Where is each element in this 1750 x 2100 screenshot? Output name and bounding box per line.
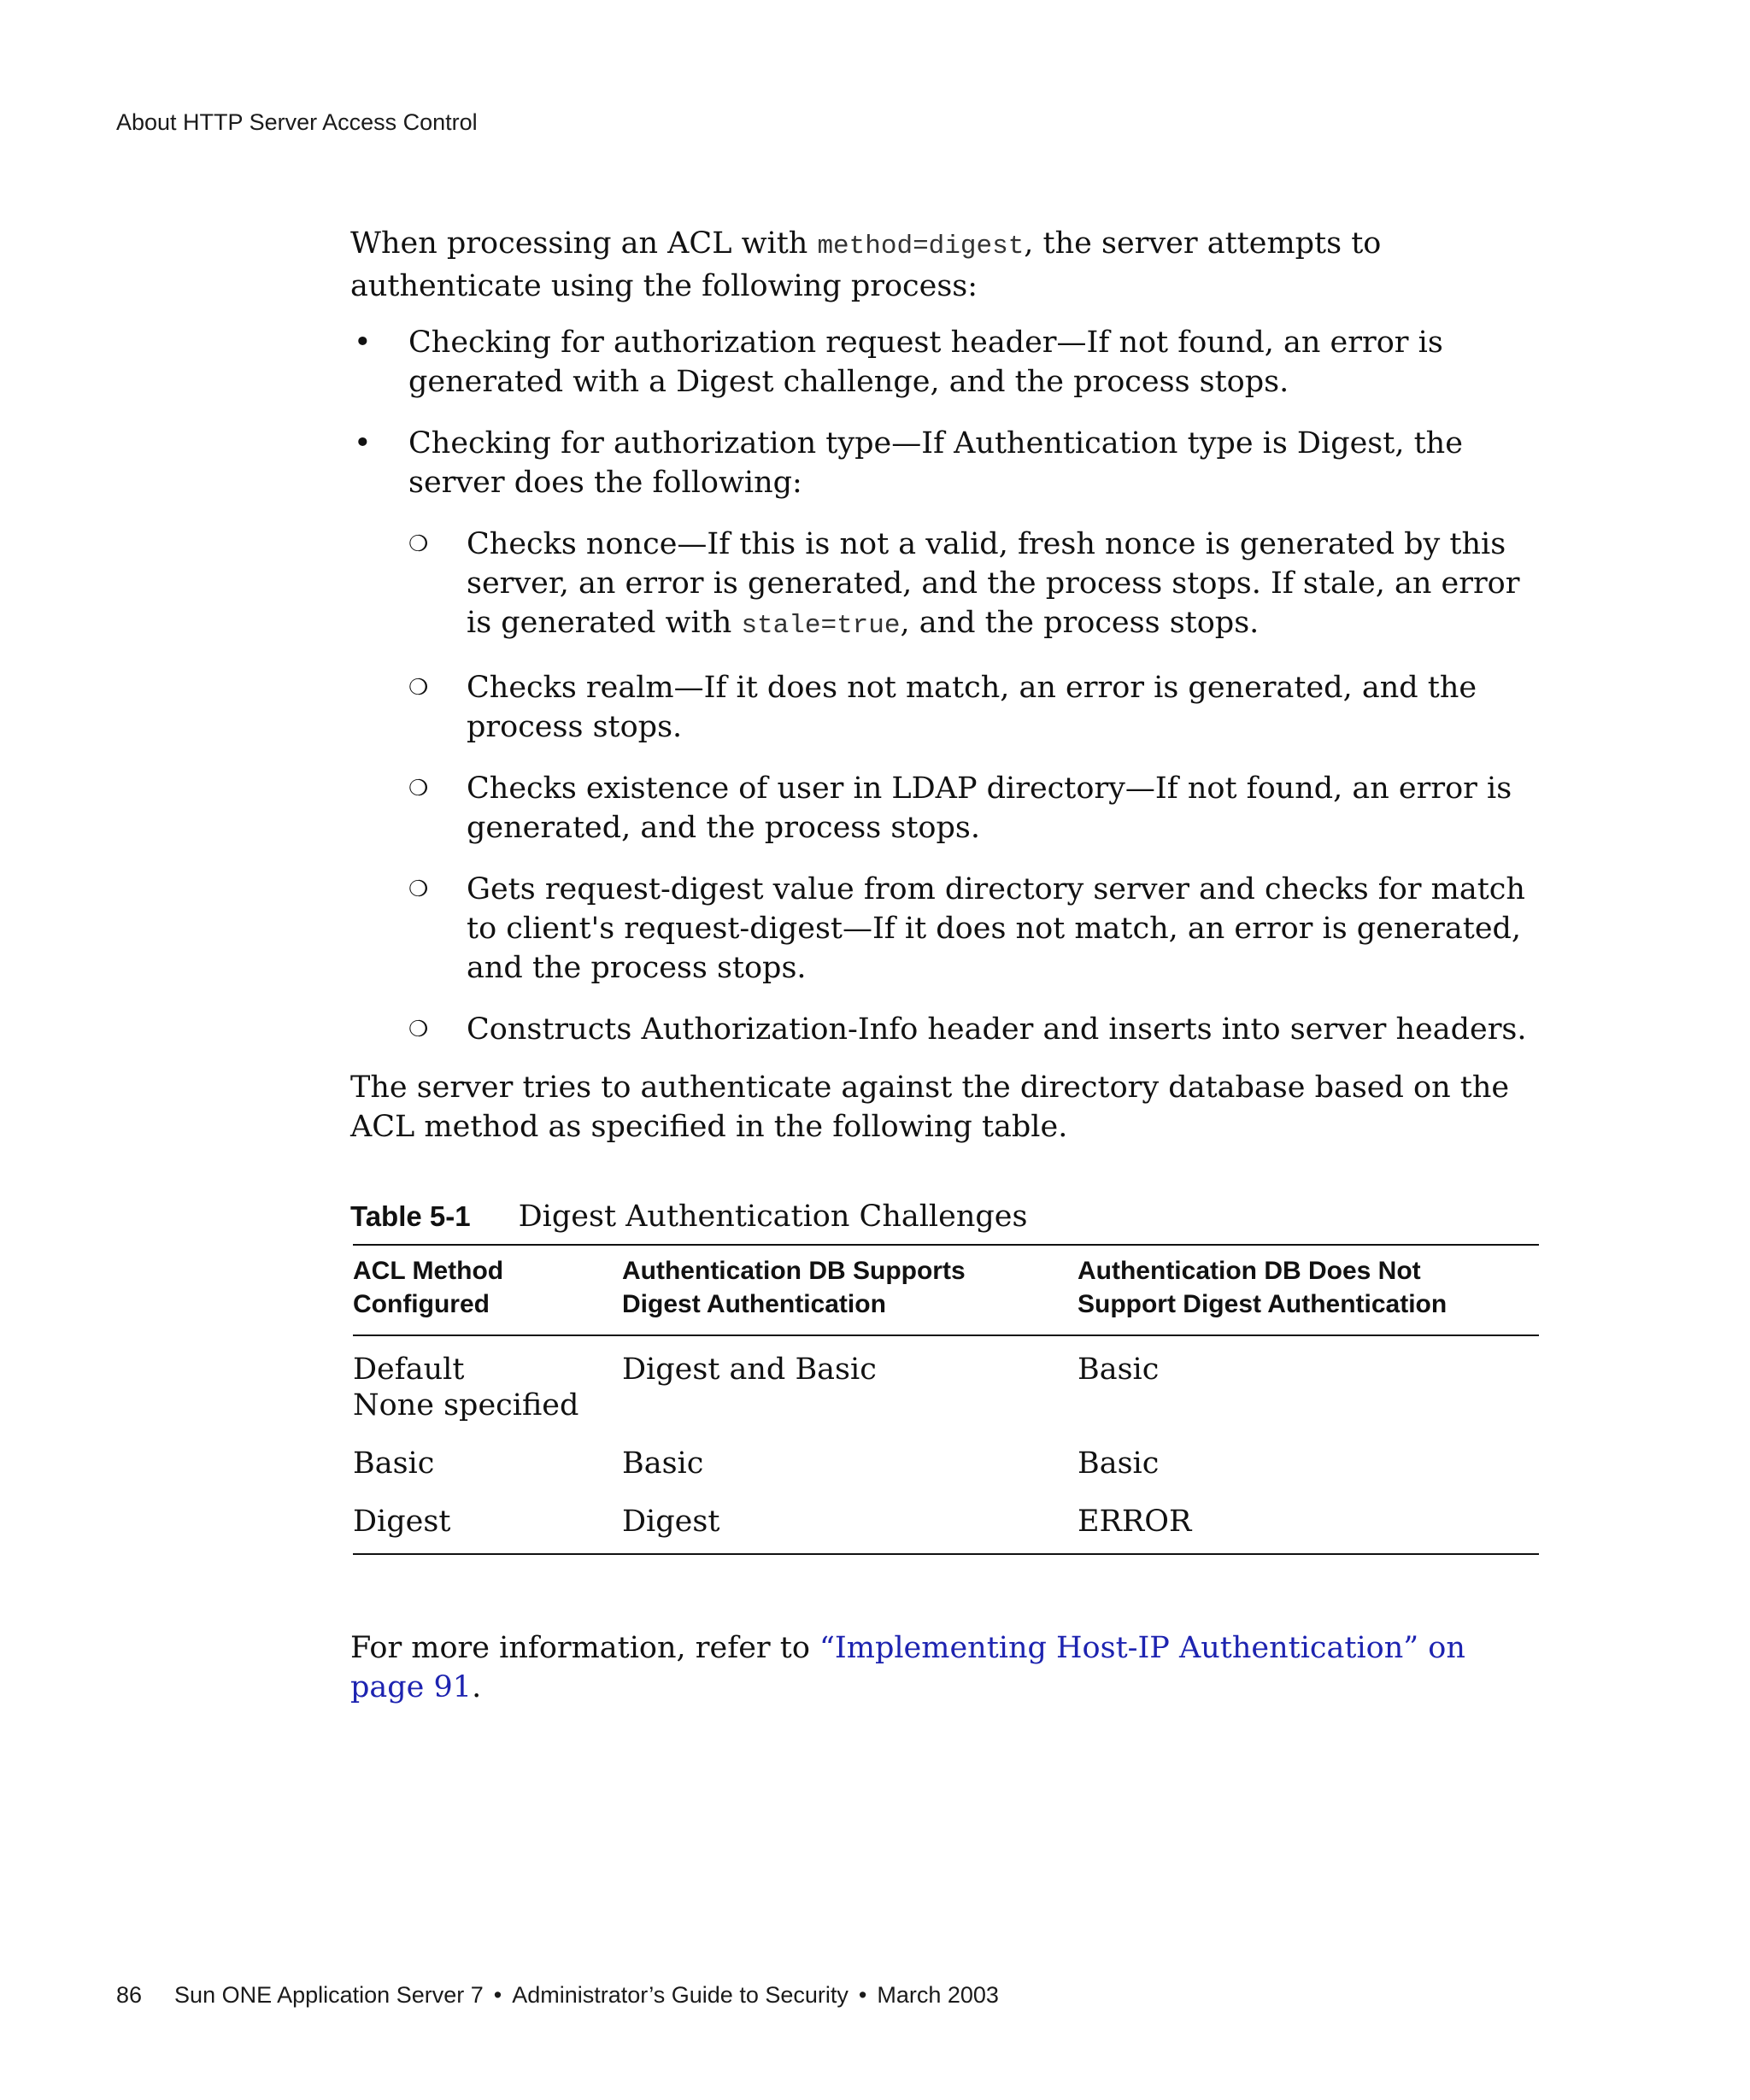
- table-cell: Basic: [1078, 1446, 1160, 1481]
- sub-item-text: Checks realm—If it does not match, an error is generated, and the process stops.: [467, 671, 1477, 744]
- page-number: 86: [116, 1982, 143, 2008]
- sub-list: [408, 525, 1542, 1049]
- column-header-line: ACL Method: [353, 1257, 504, 1285]
- table-intro-paragraph: The server tries to authenticate against the directory database based on the ACL method as specified in the following table.: [350, 1071, 1510, 1144]
- table-title: Digest Authentication Challenges: [518, 1200, 1028, 1234]
- sub-item-text: Gets request-digest value from directory server and checks for match to client's request-digest—If it does not match, an error is generated, and the process stops.: [467, 872, 1525, 985]
- intro-paragraph: [350, 224, 1542, 306]
- table-row: [353, 1430, 1539, 1488]
- more-info-paragraph: [350, 1628, 1542, 1707]
- column-header: [1078, 1245, 1539, 1335]
- column-header-line: Digest Authentication: [622, 1290, 886, 1318]
- sub-item-text-b: , and the process stops.: [900, 606, 1260, 640]
- table-cell: Basic: [1078, 1352, 1160, 1387]
- sub-item-code: stale=true: [741, 611, 901, 641]
- table-cell: Digest and Basic: [622, 1352, 877, 1387]
- footer-separator: •: [858, 1982, 867, 2008]
- bullet-icon: •: [354, 426, 372, 460]
- footer-separator: •: [493, 1982, 502, 2008]
- table-number: Table 5-1: [350, 1200, 471, 1232]
- cross-reference-link[interactable]: “Implementing Host-IP Authentication” on page 91: [350, 1631, 1465, 1704]
- footer-product: Sun ONE Application Server 7: [174, 1982, 484, 2008]
- intro-text-a: When processing an ACL with: [350, 226, 818, 261]
- sub-list-item: [408, 769, 1542, 848]
- column-header: [353, 1245, 622, 1335]
- bullet-text: Checking for authorization type—If Authentication type is Digest, the server does the following:: [408, 426, 1463, 500]
- table-row: [353, 1488, 1539, 1554]
- digest-challenges-table: [353, 1244, 1539, 1555]
- column-header-line: Authentication DB Does Not: [1078, 1257, 1421, 1285]
- ring-bullet-icon: ❍: [408, 531, 429, 557]
- column-header: [622, 1245, 1078, 1335]
- ring-bullet-icon: ❍: [408, 877, 429, 902]
- sub-list-item: [408, 525, 1542, 646]
- intro-text-b: , the server attempts to authenticate using the following process:: [350, 226, 1382, 303]
- ring-bullet-icon: ❍: [408, 776, 429, 801]
- table-cell: Basic: [622, 1446, 704, 1481]
- more-info-period: .: [472, 1670, 482, 1704]
- list-item: [350, 424, 1542, 1049]
- table-cell: Digest: [353, 1488, 622, 1554]
- sub-list-item: [408, 1010, 1542, 1049]
- table-cell: Basic: [353, 1446, 435, 1481]
- footer-guide: Administrator’s Guide to Security: [512, 1982, 849, 2008]
- running-header: About HTTP Server Access Control: [116, 109, 478, 135]
- bullet-icon: •: [354, 326, 372, 360]
- intro-code: method=digest: [817, 232, 1025, 261]
- ring-bullet-icon: ❍: [408, 1017, 429, 1042]
- column-header-line: Authentication DB Supports: [622, 1257, 966, 1285]
- table-row: [353, 1335, 1539, 1430]
- sub-list-item: [408, 870, 1542, 988]
- sub-list-item: [408, 668, 1542, 747]
- page-footer: [116, 1982, 999, 2009]
- footer-date: March 2003: [877, 1982, 999, 2008]
- table-header-row: [353, 1245, 1539, 1335]
- column-header-line: Configured: [353, 1290, 490, 1318]
- cell-line: None specified: [353, 1388, 579, 1422]
- sub-item-text: Checks existence of user in LDAP directory—If not found, an error is generated, and the process stops.: [467, 771, 1512, 845]
- table-cell: ERROR: [1078, 1488, 1539, 1554]
- more-info-text: For more information, refer to: [350, 1631, 820, 1665]
- sub-item-text: Constructs Authorization-Info header and inserts into server headers.: [467, 1012, 1527, 1047]
- cell-line: Default: [353, 1352, 465, 1387]
- bullet-text: Checking for authorization request header—If not found, an error is generated with a Digest challenge, and the process stops.: [408, 326, 1443, 399]
- table-caption: [350, 1200, 1027, 1234]
- list-item: [350, 323, 1542, 402]
- table-cell: [353, 1335, 622, 1430]
- column-header-line: Support Digest Authentication: [1078, 1290, 1448, 1318]
- sub-item-text-a: Checks nonce—If this is not a valid, fresh nonce is generated by this server, an error is generated, and the process stops. If stale, an error is generated with: [467, 527, 1520, 640]
- ring-bullet-icon: ❍: [408, 675, 429, 701]
- process-list: [350, 323, 1542, 1071]
- table-cell: Digest: [622, 1488, 1078, 1554]
